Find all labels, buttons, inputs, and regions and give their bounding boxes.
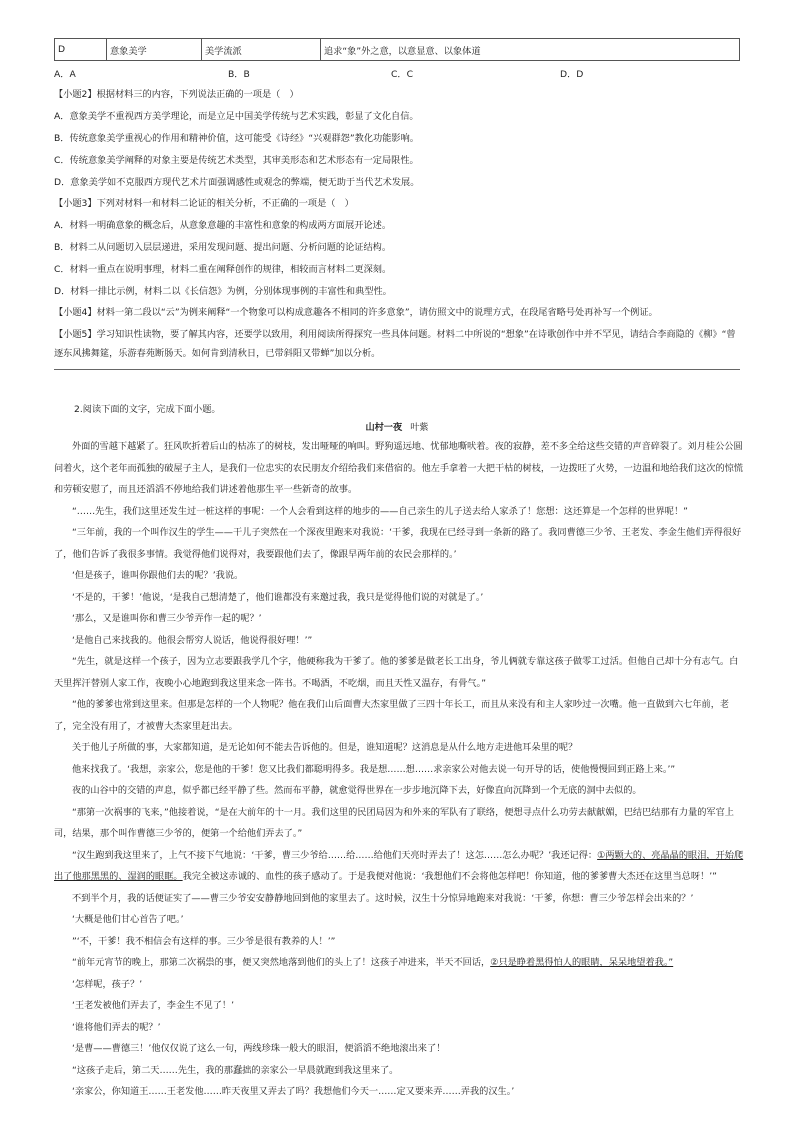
story-paragraph bbox=[54, 1017, 744, 1039]
paragraph-text: 不到半个月，我的话便证实了——曹三少爷安安静静地回到他的家里去了。这时候，汉生十分惊异地跑来对我说：‘干爹，你想：曹三少爷怎样会出来的？’ bbox=[72, 892, 694, 904]
question-2-option-b: B．传统意象美学重视心的作用和精神价值，这可能受《诗经》“兴观群怨”教化功能影响。 bbox=[54, 133, 419, 144]
story-paragraph bbox=[54, 888, 744, 910]
paragraph-text: 我完全被这赤诚的、血性的孩子感动了。于是我便对他说：‘我想他们不会将他怎样吧！你知道，他的爹爹曹大杰还在这里当总呀！’” bbox=[182, 871, 717, 882]
story-paragraph bbox=[54, 1060, 744, 1082]
story-paragraph bbox=[54, 909, 744, 931]
story-paragraph bbox=[54, 608, 744, 630]
story-paragraph bbox=[54, 501, 744, 523]
paragraph-text: ‘那么，又是谁叫你和曹三少爷弄作一起的呢？’ bbox=[72, 613, 262, 624]
paragraph-text: “汉生跑到我这里来了，上气不接下气地说：‘干爹，曹三少爷给……给……给他们天亮时弄去了！这怎……怎么办呢？’我还记得： bbox=[72, 849, 598, 861]
question-3-option-b: B．材料二从问题切入层层递进，采用发现问题、提出问题、分析问题的论证结构。 bbox=[54, 242, 392, 253]
paragraph-text: “三年前，我的一个叫作汉生的学生——干儿子突然在一个深夜里跑来对我说：‘干爹，我现在已经寻到一条新的路了。我同曹德三少爷、王老发、李金生他们弄得很好了，他们告诉了我很多事情。我觉得他们说得对，我要跟他们去了，像跟早两年前的农民会那样的。’ bbox=[54, 527, 742, 560]
story-body bbox=[54, 436, 744, 1103]
story-paragraph bbox=[54, 1081, 744, 1103]
story-paragraph bbox=[54, 995, 744, 1017]
paragraph-text: “前年元宵节的晚上，那第二次祸祟的事，便又突然地落到他们的头上了！这孩子冲进来，半天不回话， bbox=[72, 957, 491, 968]
story-author: 叶紫 bbox=[410, 422, 429, 433]
choice-a: A．A bbox=[54, 69, 76, 80]
story-paragraph bbox=[54, 694, 744, 737]
story-paragraph bbox=[54, 630, 744, 652]
choice-b: B．B bbox=[228, 69, 250, 80]
paragraph-text: ‘但是孩子，谁叫你跟他们去的呢？’我说。 bbox=[72, 570, 244, 581]
paragraph-text: ‘谁将他们弄去的呢？’ bbox=[72, 1021, 161, 1033]
paragraph-text: ‘王老发被他们弄去了，李金生不见了！’ bbox=[72, 1000, 235, 1011]
underlined-sentence-2: ②只是睁着黑得怕人的眼睛，呆呆地望着我。” bbox=[490, 957, 674, 968]
story-paragraph bbox=[54, 780, 744, 802]
question-5-line1: 【小题5】学习知识性读物，要了解其内容，还要学以致用，利用阅读所得探究一些具体问题。材料二中所说的“想象”在诗歌创作中并不罕见，请结合李商隐的《柳》“曾 bbox=[54, 329, 736, 340]
table-cell: 追求“象”外之意，以意显意、以象体道 bbox=[321, 39, 740, 61]
section-2-heading: 2.阅读下面的文字，完成下面小题。 bbox=[74, 404, 221, 415]
story-paragraph bbox=[54, 759, 744, 781]
story-paragraph bbox=[54, 845, 744, 888]
question-3-stem: 【小题3】下列对材料一和材料二论证的相关分析，不正确的一项是（ ） bbox=[54, 198, 354, 209]
story-paragraph bbox=[54, 565, 744, 587]
question-2-option-c: C．传统意象美学阐释的对象主要是传统艺术类型，其审美形态和艺术形态有一定局限性。 bbox=[54, 155, 419, 166]
story-paragraph bbox=[54, 436, 744, 501]
table-cell: D bbox=[55, 39, 107, 61]
paragraph-text: 外面的雪越下越紧了。狂风吹折着后山的枯冻了的树枝，发出哑哑的响叫。野狗遥远地、忧郁地嘶吠着。夜的寂静，差不多全给这些交错的声音碎裂了。刘月桂公公圆问着火，这个老年而孤独的破屋子主人，是我们一位忠实的农民朋友介绍给我们来借宿的。他左手拿着一大把干枯的树枝，一边拨旺了火势，一边温和地给我们这次的惊慌和劳顿安慰了，而且还滔滔不停地给我们讲述着他那生平一些新奇的故事。 bbox=[54, 441, 744, 495]
story-paragraph bbox=[54, 522, 744, 565]
question-5-line2: 逐东风拂舞筵，乐游春苑断肠天。如何肯到清秋日，已带斜阳又带蝉”加以分析。 bbox=[54, 348, 381, 359]
story-paragraph bbox=[54, 651, 744, 694]
paragraph-text: ‘是曹——曹德三！’他仅仅说了这么一句，两线珍珠一般大的眼泪，便滔滔不绝地滚出来了！ bbox=[72, 1043, 446, 1054]
section-divider bbox=[54, 369, 740, 370]
story-paragraph bbox=[54, 1038, 744, 1060]
paragraph-text: “这孩子走后，第二天……先生，我的那蠢拙的亲家公一早晨就跑到我这里来了。 bbox=[72, 1064, 399, 1076]
paragraph-text: ‘是他自己来找我的。他很会帮穷人说话，他说得很好哩！’” bbox=[72, 634, 313, 646]
paragraph-text: “……先生，我们这里还发生过一桩这样的事呢：一个人会看到这样的地步的——自己亲生的儿子送去给人家杀了！您想：这还算是一个怎样的世界呢！” bbox=[72, 505, 688, 517]
question-4: 【小题4】材料一第二段以“云”为例来阐释“一个物象可以构成意趣各不相同的许多意象”，请仿照文中的说理方式，在段尾省略号处再补写一个例证。 bbox=[54, 307, 658, 318]
paragraph-text: ‘不是的，干爹！’他说，‘是我自己想清楚了，他们谁都没有来邀过我，我只是觉得他们说的对就是了。’ bbox=[72, 591, 484, 603]
question-3-option-c: C．材料一重点在说明事理，材料二重在阐释创作的规律，相较而言材料二更深刻。 bbox=[54, 264, 392, 275]
question-2-option-a: A．意象美学不重视西方美学理论，而是立足中国美学传统与艺术实践，彰显了文化自信。 bbox=[54, 111, 419, 122]
paragraph-text: 关于他儿子所做的事，大家都知道，是无论如何不能去告诉他的。但是，谁知道呢？这消息是从什么地方走进他耳朵里的呢？ bbox=[72, 742, 578, 753]
story-paragraph bbox=[54, 931, 744, 953]
paragraph-text: “先生，就是这样一个孩子，因为立志要跟我学几个字，他硬称我为干爹了。他的爹爹是做老长工出身，爷儿俩就专靠这孩子做零工过活。但他自己却十分有志气。白天里挥汗替别人家工作，夜晚小心地跑到我这里来念一阵书。不喝酒，不吃烟，而且天性又温存，有骨气。” bbox=[54, 656, 739, 689]
paragraph-text: ”‘不，干爹！我不相信会有这样的事。三少爷是很有教养的人！’” bbox=[72, 935, 336, 947]
paragraph-text: “他的爹爹也常到这里来。但那是怎样的一个人物呢？他在我们山后面曹大杰家里做了三四十年长工，而且从来没有和主人家吵过一次嘴。他一直做到六七年前，老了，完全没有用了，才被曹大杰家里赶出去。 bbox=[54, 699, 730, 732]
answer-choices bbox=[54, 66, 754, 80]
question-3-option-a: A．材料一明确意象的概念后，从意象意趣的丰富性和意象的构成两方面展开论述。 bbox=[54, 220, 392, 231]
story-paragraph bbox=[54, 974, 744, 996]
question-2-stem: 【小题2】根据材料三的内容，下列说法正确的一项是（ ） bbox=[54, 89, 299, 100]
paragraph-text: ‘亲家公，你知道王……王老发他……昨天夜里又弄去了吗？我想他们今天一……定又要来弄……弄我的汉生。’ bbox=[72, 1086, 515, 1097]
story-paragraph bbox=[54, 802, 744, 845]
question-3-option-d: D．材料一排比示例，材料二以《长信怨》为例，分别体现事例的丰富性和典型性。 bbox=[54, 286, 392, 297]
paragraph-text: 夜的山谷中的交错的声息，似乎都已经平静了些。然而布平静，就愈觉得世界在一步步地沉降下去，好像直向沉降到一个无底的洞中去似的。 bbox=[72, 785, 642, 796]
table-row bbox=[55, 39, 740, 61]
choice-d: D．D bbox=[560, 69, 584, 80]
paragraph-text: 他来找我了。‘我想，亲家公，您是他的干爹！您又比我们都聪明得多。我是想……想……求亲家公对他去说一句开导的话，使他慢慢回到正路上来。’” bbox=[72, 763, 676, 775]
story-paragraph bbox=[54, 737, 744, 759]
question-2-option-d: D．意象美学如不克服西方现代艺术片面强调感性或观念的弊端，便无助于当代艺术发展。 bbox=[54, 177, 420, 188]
underlined-sentence-1: ①两颗大的、亮晶晶的眼泪，开始爬出了他那黑黑的、湿润的眼眶。 bbox=[54, 849, 744, 882]
choice-c: C．C bbox=[391, 69, 414, 80]
paragraph-text: ‘怎样呢，孩子？’ bbox=[72, 978, 143, 990]
table-cell: 意象美学 bbox=[107, 39, 202, 61]
story-paragraph bbox=[54, 952, 744, 974]
table-cell: 美学流派 bbox=[202, 39, 321, 61]
paragraph-text: “那第一次祸事的飞来，”他接着说，“是在大前年的十一月。我们这里的民团局因为和外来的军队有了联络，便想寻点什么功劳去献献媚，巴结巴结那有力量的军官上司，结果，那个叫作曹德三少爷的，便第一个给他们弄去了。” bbox=[54, 806, 734, 839]
story-paragraph bbox=[54, 587, 744, 609]
options-table bbox=[54, 38, 740, 61]
story-title-line bbox=[0, 419, 794, 433]
paragraph-text: ‘大概是他们甘心首告了吧。’ bbox=[72, 914, 184, 925]
story-title: 山村一夜 bbox=[365, 422, 403, 433]
